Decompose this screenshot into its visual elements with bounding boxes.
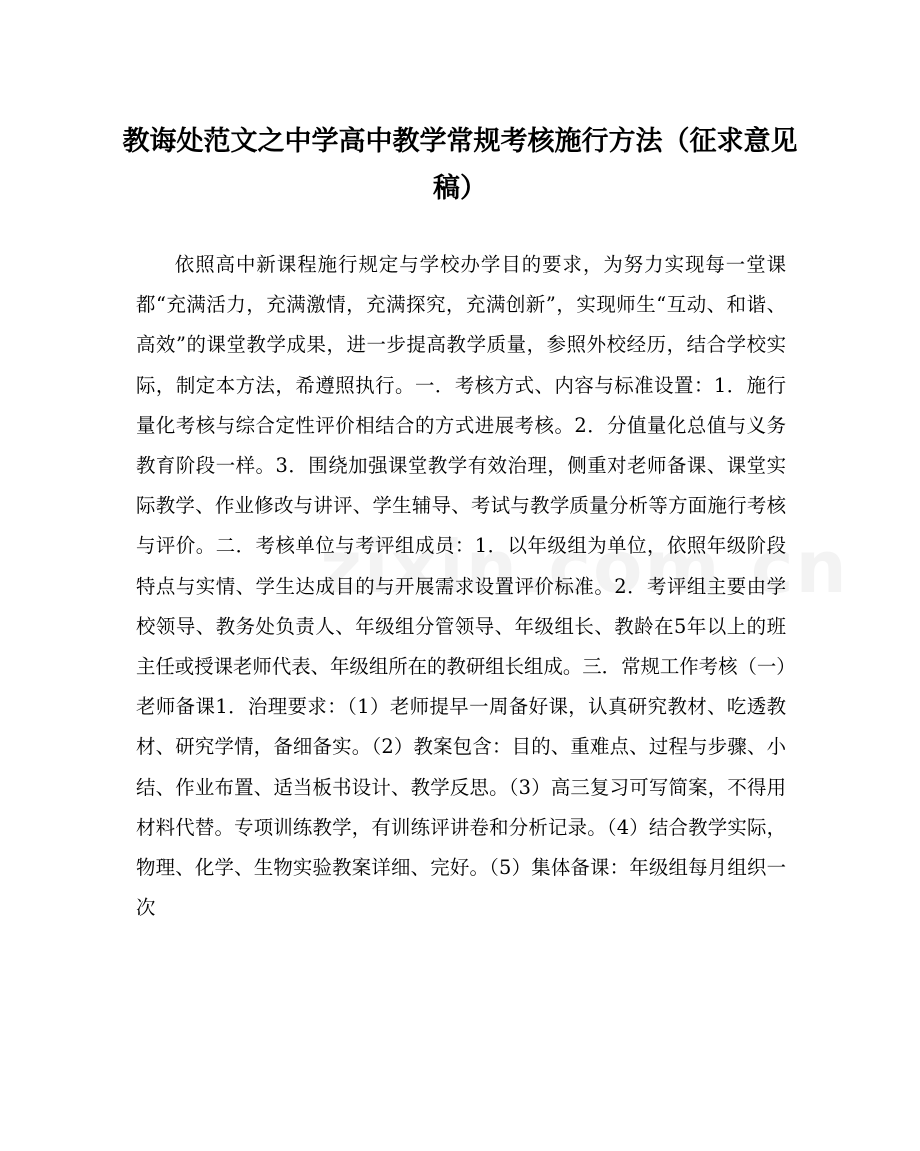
document-body: 依照高中新课程施行规定与学校办学目的要求，为努力实现每一堂课都“充满活力，充满激情，充满探究，充满创新”，实现师生“互动、和谐、高效”的课堂教学成果，进一步提高教学质量，参照外校经历，结合学校实际，制定本方法，希遵照执行。一．考核方式、内容与标准设置：1．施行量化考核与综合定性评价相结合的方式进展考核。2．分值量化总值与义务教育阶段一样。3．围绕加强课堂教学有效治理，侧重对老师备课、课堂实际教学、作业修改与讲评、学生辅导、考试与教学质量分析等方面施行考核与评价。二．考核单位与考评组成员：1．以年级组为单位，依照年级阶段特点与实情、学生达成目的与开展需求设置评价标准。2．考评组主要由学校领导、教务处负责人、年级组分管领导、年级组长、教龄在5年以上的班主任或授课老师代表、年级组所在的教研组长组成。三．常规工作考核（一）老师备课1．治理要求：（1）老师提早一周备好课，认真研究教材、吃透教材、研究学情，备细备实。（2）教案包含：目的、重难点、过程与步骤、小结、作业布置、适当板书设计、教学反思。（3）高三复习可写简案，不得用材料代替。专项训练教学，有训练评讲卷和分析记录。（4）结合教学实际，物理、化学、生物实验教案详细、完好。（5）集体备课：年级组每月组织一次 <box>136 253 786 920</box>
document-title: 教诲处范文之中学高中教学常规考核施行方法（征求意见稿） <box>122 126 798 204</box>
